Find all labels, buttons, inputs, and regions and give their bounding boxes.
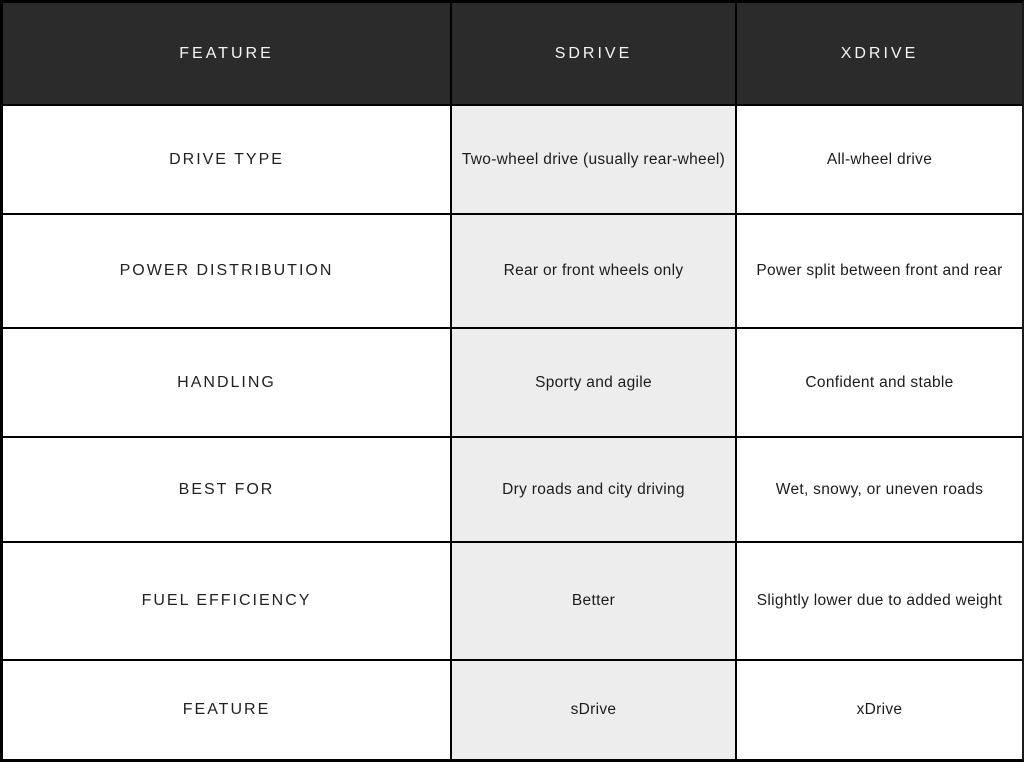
feature-cell: HANDLING (3, 329, 450, 436)
xdrive-cell: All-wheel drive (737, 106, 1022, 213)
header-cell-sdrive: SDRIVE (452, 3, 735, 104)
sdrive-cell: Dry roads and city driving (452, 438, 735, 541)
feature-cell: FEATURE (3, 661, 450, 759)
feature-cell: DRIVE TYPE (3, 106, 450, 213)
xdrive-cell: Slightly lower due to added weight (737, 543, 1022, 659)
sdrive-cell: Sporty and agile (452, 329, 735, 436)
xdrive-cell: xDrive (737, 661, 1022, 759)
xdrive-cell: Confident and stable (737, 329, 1022, 436)
sdrive-cell: Two-wheel drive (usually rear-wheel) (452, 106, 735, 213)
feature-cell: POWER DISTRIBUTION (3, 215, 450, 327)
feature-cell: BEST FOR (3, 438, 450, 541)
xdrive-cell: Wet, snowy, or uneven roads (737, 438, 1022, 541)
header-cell-feature: FEATURE (3, 3, 450, 104)
sdrive-cell: Rear or front wheels only (452, 215, 735, 327)
sdrive-cell: Better (452, 543, 735, 659)
xdrive-cell: Power split between front and rear (737, 215, 1022, 327)
feature-cell: FUEL EFFICIENCY (3, 543, 450, 659)
header-cell-xdrive: XDRIVE (737, 3, 1022, 104)
sdrive-cell: sDrive (452, 661, 735, 759)
